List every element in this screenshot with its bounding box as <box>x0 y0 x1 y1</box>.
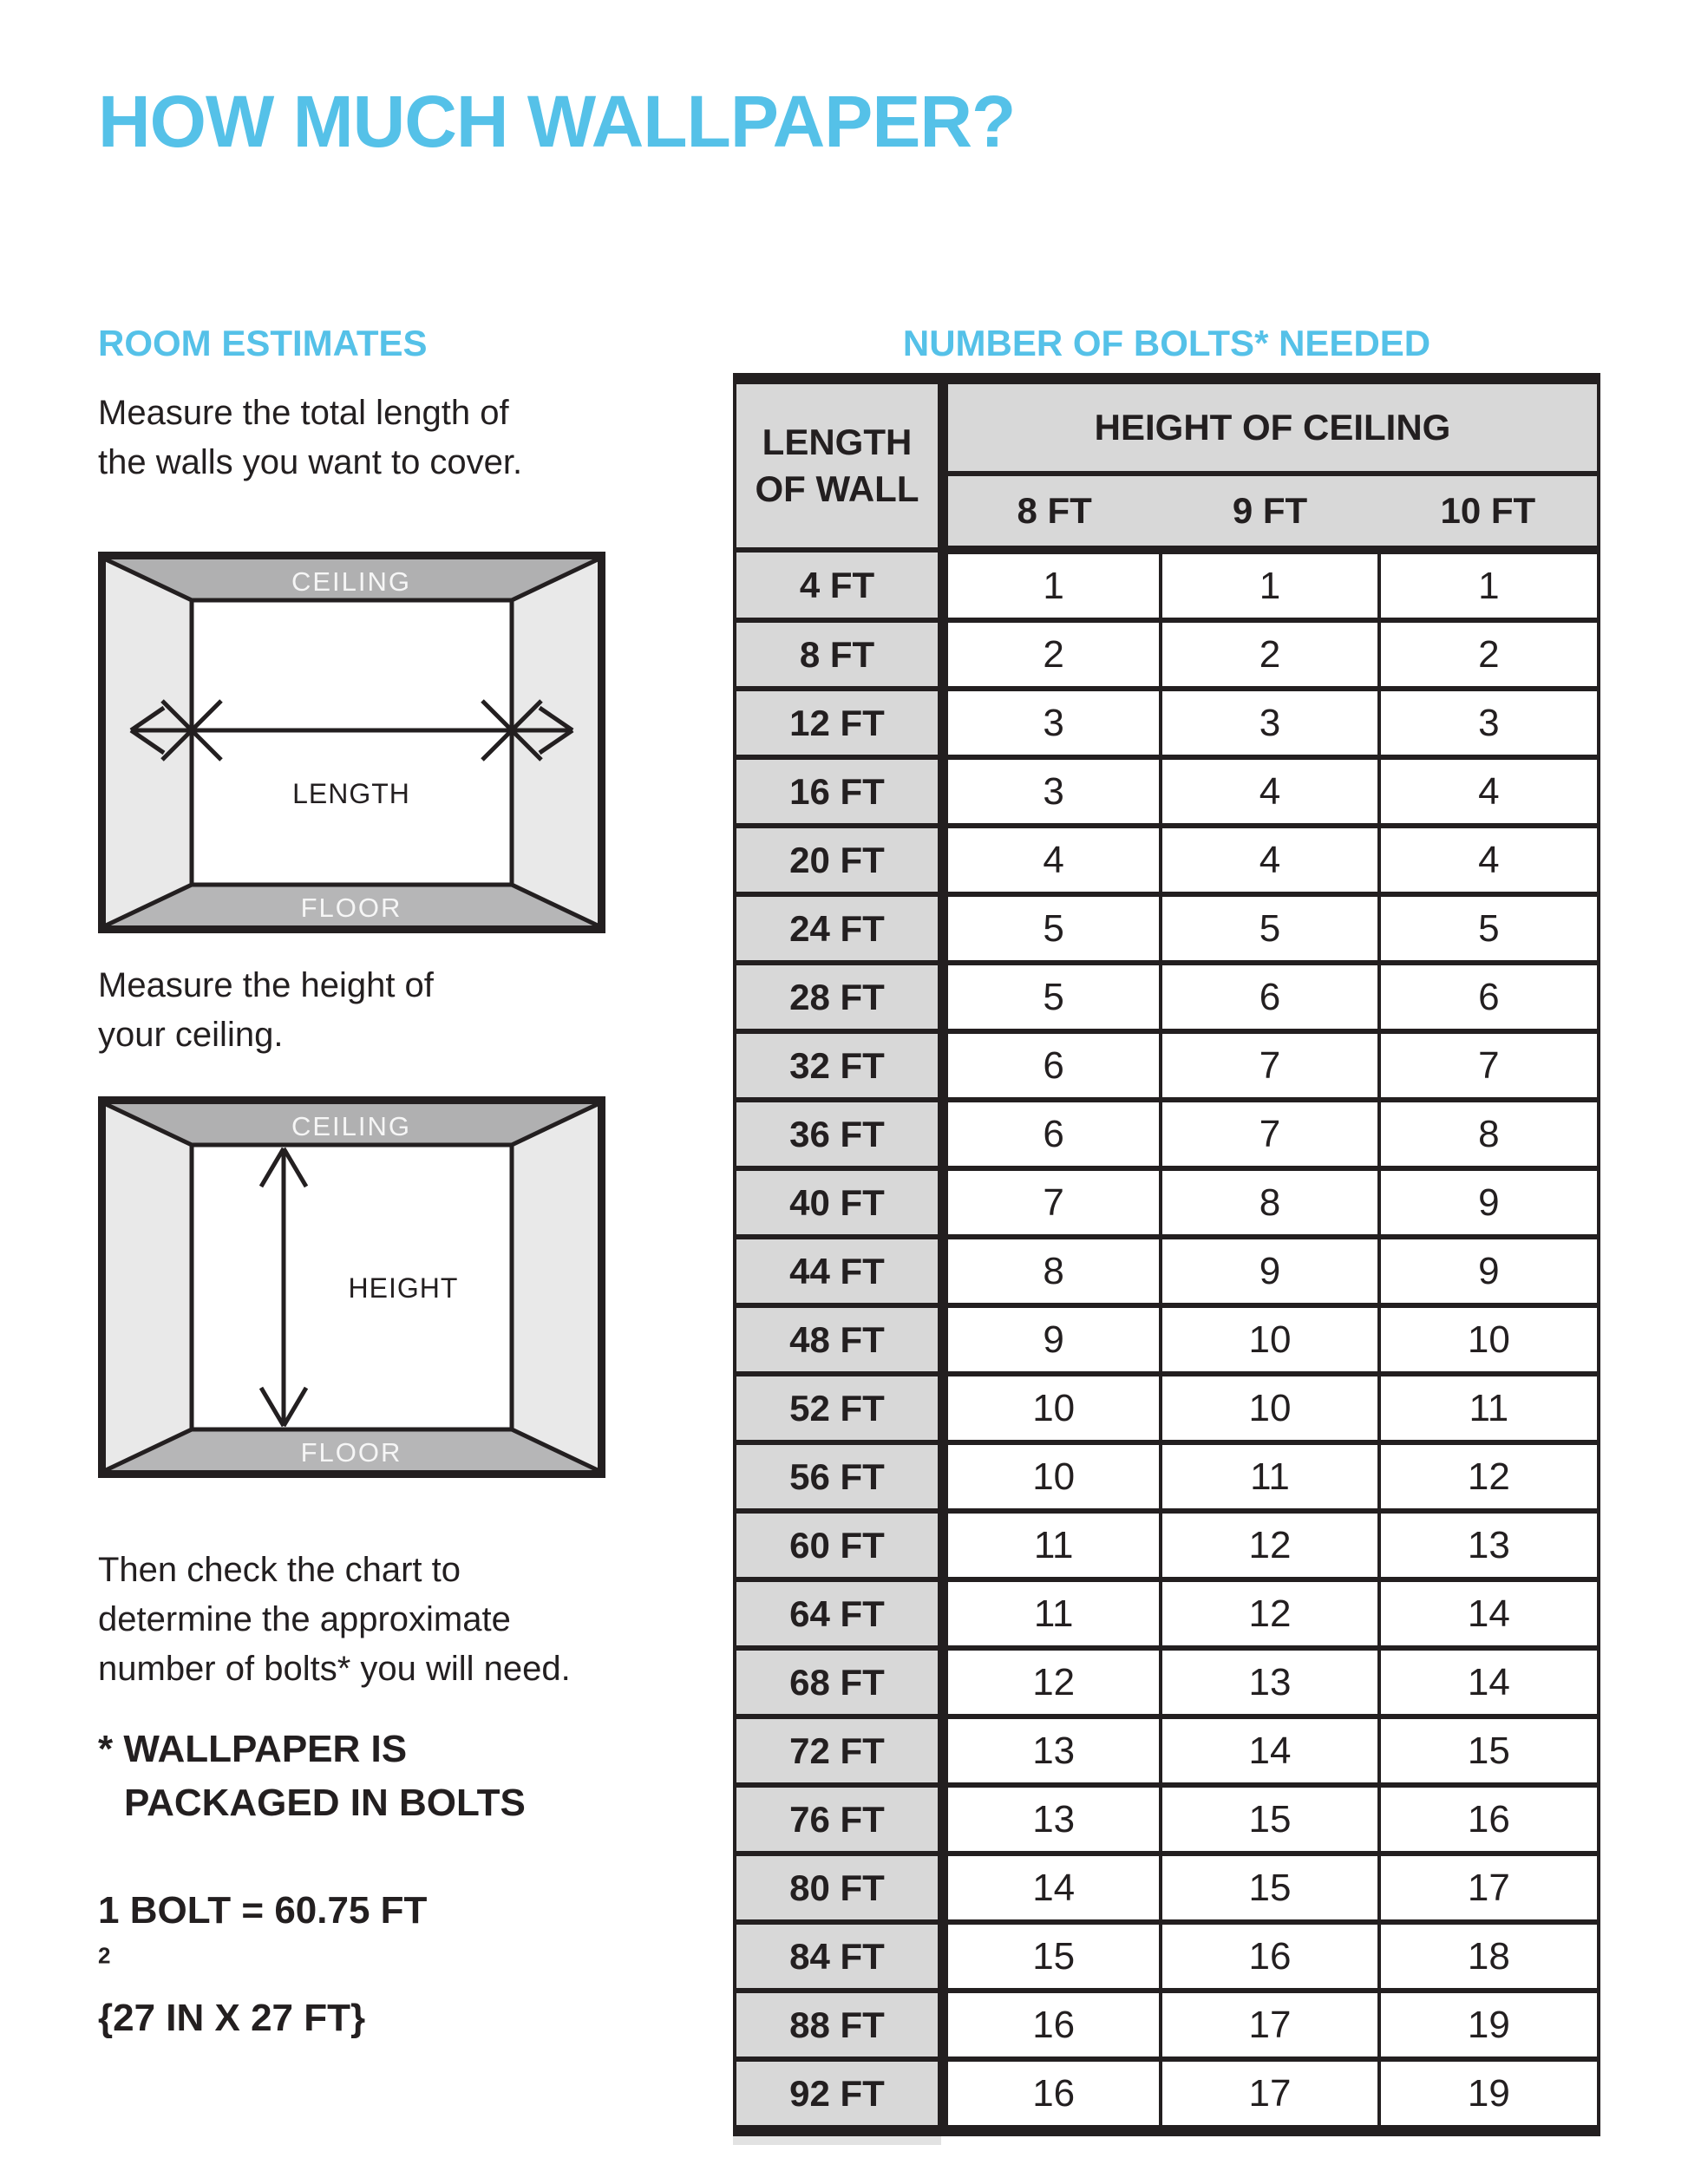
bolt-count-cell: 17 <box>1379 1854 1597 1922</box>
table-row <box>736 620 1597 689</box>
bolt-count-cell: 15 <box>943 1922 1161 1991</box>
bolt-count-cell: 4 <box>943 826 1161 894</box>
table-row <box>736 1716 1597 1785</box>
bolt-count-cell: 11 <box>1379 1374 1597 1442</box>
row-length-label: 68 FT <box>736 1648 943 1716</box>
bolt-count-cell: 11 <box>943 1579 1161 1648</box>
paragraph-line: number of bolts* you will need. <box>98 1650 571 1688</box>
bolt-count-cell: 2 <box>1379 620 1597 689</box>
table-row <box>736 550 1597 620</box>
table-row <box>736 2059 1597 2125</box>
room-estimates-heading: ROOM ESTIMATES <box>98 323 428 363</box>
row-length-label: 76 FT <box>736 1785 943 1854</box>
bolt-count-cell: 1 <box>1161 550 1378 620</box>
row-length-label: 64 FT <box>736 1579 943 1648</box>
bolt-count-cell: 9 <box>943 1305 1161 1374</box>
row-length-label: 8 FT <box>736 620 943 689</box>
table-row <box>736 1922 1597 1991</box>
row-length-label: 20 FT <box>736 826 943 894</box>
bolt-count-cell: 5 <box>943 963 1161 1031</box>
table-row <box>736 1854 1597 1922</box>
table-row <box>736 826 1597 894</box>
bolt-count-cell: 4 <box>1379 826 1597 894</box>
squared-superscript: 2 <box>98 1942 111 1969</box>
table-row <box>736 689 1597 757</box>
bolt-equation-line <box>98 1884 427 1991</box>
bolt-count-cell: 15 <box>1161 1854 1378 1922</box>
bolt-count-cell: 7 <box>1161 1031 1378 1100</box>
row-length-label: 48 FT <box>736 1305 943 1374</box>
bolt-count-cell: 17 <box>1161 2059 1378 2125</box>
room-length-diagram <box>98 552 605 933</box>
paragraph-line: Measure the height of <box>98 966 434 1004</box>
bolt-count-cell: 10 <box>943 1374 1161 1442</box>
table-row <box>736 1168 1597 1237</box>
bolt-count-cell: 10 <box>943 1442 1161 1511</box>
row-length-label: 56 FT <box>736 1442 943 1511</box>
paragraph-line: Measure the total length of <box>98 394 509 432</box>
table-row <box>736 1648 1597 1716</box>
table-row <box>736 1237 1597 1305</box>
bolt-count-cell: 11 <box>943 1511 1161 1579</box>
bolt-count-cell: 9 <box>1379 1168 1597 1237</box>
bolt-count-cell: 9 <box>1161 1237 1378 1305</box>
bolt-count-cell: 2 <box>1161 620 1378 689</box>
bolt-count-cell: 16 <box>1161 1922 1378 1991</box>
table-row <box>736 963 1597 1031</box>
footnote-line: * WALLPAPER IS <box>98 1728 408 1770</box>
table-row <box>736 894 1597 963</box>
row-length-label: 80 FT <box>736 1854 943 1922</box>
bolt-count-cell: 14 <box>1379 1648 1597 1716</box>
bolt-count-cell: 16 <box>1379 1785 1597 1854</box>
table-row <box>736 1374 1597 1442</box>
height-dimension-label: HEIGHT <box>348 1272 459 1304</box>
bolt-count-cell: 16 <box>943 2059 1161 2125</box>
table-row <box>736 1031 1597 1100</box>
paragraph-line: the walls you want to cover. <box>98 443 523 481</box>
bolt-size-note <box>98 1884 427 2045</box>
floor-label: FLOOR <box>300 1437 402 1468</box>
bolt-dimensions-line: {27 IN X 27 FT} <box>98 1997 366 2039</box>
row-length-label: 4 FT <box>736 550 943 620</box>
bolt-count-cell: 12 <box>1161 1579 1378 1648</box>
row-length-label: 16 FT <box>736 757 943 826</box>
bolt-count-cell: 14 <box>943 1854 1161 1922</box>
bolt-equation-text: 1 BOLT = 60.75 FT <box>98 1889 428 1932</box>
bolts-table <box>733 373 1600 2136</box>
table-row <box>736 1991 1597 2059</box>
bolt-count-cell: 5 <box>1161 894 1378 963</box>
bolt-count-cell: 2 <box>943 620 1161 689</box>
ceiling-label: CEILING <box>291 566 412 597</box>
length-dimension-label: LENGTH <box>292 778 410 809</box>
bolt-count-cell: 13 <box>943 1716 1161 1785</box>
bolt-count-cell: 9 <box>1379 1237 1597 1305</box>
bolt-count-cell: 13 <box>1161 1648 1378 1716</box>
bolt-count-cell: 4 <box>1161 826 1378 894</box>
row-length-label: 28 FT <box>736 963 943 1031</box>
bolt-count-cell: 8 <box>1161 1168 1378 1237</box>
bolt-count-cell: 13 <box>943 1785 1161 1854</box>
table-row <box>736 1579 1597 1648</box>
row-length-label: 24 FT <box>736 894 943 963</box>
bolt-count-cell: 7 <box>1379 1031 1597 1100</box>
bolt-count-cell: 1 <box>943 550 1161 620</box>
bolt-count-cell: 11 <box>1161 1442 1378 1511</box>
paragraph-line: Then check the chart to <box>98 1551 461 1589</box>
table-row <box>736 1442 1597 1511</box>
bolt-count-cell: 7 <box>943 1168 1161 1237</box>
bolt-count-cell: 6 <box>943 1031 1161 1100</box>
table-row <box>736 1785 1597 1854</box>
check-chart-paragraph <box>98 1546 571 1694</box>
measure-height-paragraph <box>98 961 434 1060</box>
bolt-count-cell: 15 <box>1379 1716 1597 1785</box>
bolt-count-cell: 10 <box>1379 1305 1597 1374</box>
row-length-label: 60 FT <box>736 1511 943 1579</box>
bolt-count-cell: 5 <box>1379 894 1597 963</box>
length-of-wall-line: OF WALL <box>755 468 919 509</box>
paragraph-line: your ceiling. <box>98 1016 284 1054</box>
ceiling-8ft-header: 8 FT <box>943 474 1161 550</box>
bolt-count-cell: 1 <box>1379 550 1597 620</box>
ceiling-10ft-header: 10 FT <box>1379 474 1597 550</box>
table-row <box>736 1305 1597 1374</box>
bolts-needed-heading: NUMBER OF BOLTS* NEEDED <box>902 323 1431 363</box>
bolt-count-cell: 3 <box>943 757 1161 826</box>
back-wall-panel <box>192 600 512 885</box>
bolt-count-cell: 19 <box>1379 1991 1597 2059</box>
bolt-count-cell: 19 <box>1379 2059 1597 2125</box>
row-length-label: 92 FT <box>736 2059 943 2125</box>
row-length-label: 84 FT <box>736 1922 943 1991</box>
row-length-label: 40 FT <box>736 1168 943 1237</box>
left-wall-panel <box>106 1104 192 1470</box>
bolt-count-cell: 6 <box>1379 963 1597 1031</box>
bolt-count-cell: 6 <box>943 1100 1161 1168</box>
bolt-count-cell: 14 <box>1379 1579 1597 1648</box>
bolt-count-cell: 5 <box>943 894 1161 963</box>
table-row <box>736 1511 1597 1579</box>
row-length-label: 12 FT <box>736 689 943 757</box>
bolt-count-cell: 4 <box>1379 757 1597 826</box>
bolt-count-cell: 8 <box>1379 1100 1597 1168</box>
table-row <box>736 757 1597 826</box>
bolt-count-cell: 3 <box>1379 689 1597 757</box>
row-length-label: 36 FT <box>736 1100 943 1168</box>
bolt-count-cell: 10 <box>1161 1305 1378 1374</box>
row-length-label: 44 FT <box>736 1237 943 1305</box>
bolt-count-cell: 7 <box>1161 1100 1378 1168</box>
height-of-ceiling-header: HEIGHT OF CEILING <box>943 384 1597 474</box>
row-length-label: 88 FT <box>736 1991 943 2059</box>
bolt-count-cell: 17 <box>1161 1991 1378 2059</box>
bolt-count-cell: 6 <box>1161 963 1378 1031</box>
bolt-count-cell: 16 <box>943 1991 1161 2059</box>
right-wall-panel <box>512 1104 598 1470</box>
table-footer-gray-stub <box>733 2136 941 2145</box>
row-length-label: 52 FT <box>736 1374 943 1442</box>
bolt-count-cell: 3 <box>1161 689 1378 757</box>
page-title: HOW MUCH WALLPAPER? <box>98 81 1016 162</box>
length-of-wall-header <box>736 384 943 550</box>
bolt-count-cell: 3 <box>943 689 1161 757</box>
table-row <box>736 1100 1597 1168</box>
bolt-count-cell: 8 <box>943 1237 1161 1305</box>
room-height-diagram <box>98 1096 605 1478</box>
bolt-count-cell: 10 <box>1161 1374 1378 1442</box>
floor-label: FLOOR <box>300 893 402 923</box>
bolt-count-cell: 18 <box>1379 1922 1597 1991</box>
bolt-count-cell: 13 <box>1379 1511 1597 1579</box>
measure-length-paragraph <box>98 389 522 487</box>
ceiling-9ft-header: 9 FT <box>1161 474 1378 550</box>
footnote-line: PACKAGED IN BOLTS <box>124 1782 526 1824</box>
bolt-count-cell: 4 <box>1161 757 1378 826</box>
wallpaper-bolts-footnote <box>98 1723 526 1830</box>
bolt-count-cell: 15 <box>1161 1785 1378 1854</box>
row-length-label: 72 FT <box>736 1716 943 1785</box>
row-length-label: 32 FT <box>736 1031 943 1100</box>
bolt-count-cell: 12 <box>1379 1442 1597 1511</box>
bolt-count-cell: 12 <box>943 1648 1161 1716</box>
paragraph-line: determine the approximate <box>98 1600 511 1638</box>
bolt-count-cell: 12 <box>1161 1511 1378 1579</box>
length-of-wall-line: LENGTH <box>762 422 913 462</box>
bolt-count-cell: 14 <box>1161 1716 1378 1785</box>
ceiling-label: CEILING <box>291 1111 412 1141</box>
